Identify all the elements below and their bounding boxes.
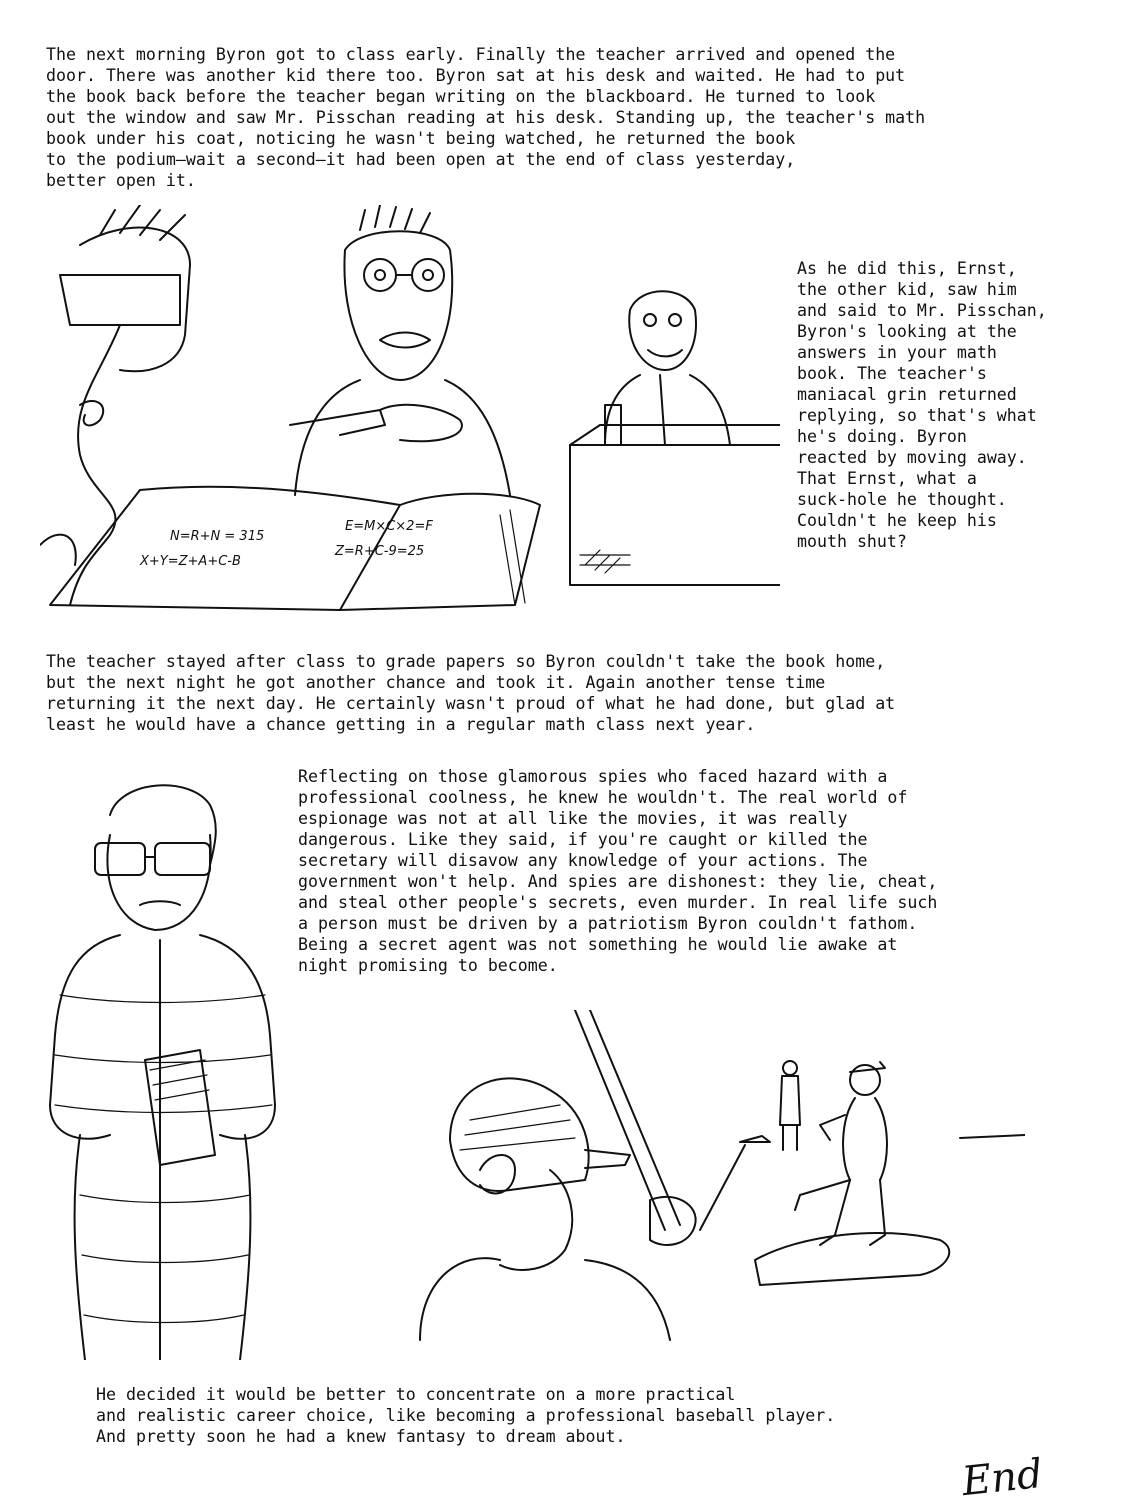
batter-drawing	[420, 1010, 696, 1340]
end-signature: End	[959, 1450, 1045, 1505]
book-equation-2: X+Y=Z+A+C-B	[140, 554, 241, 569]
baseball-illustration	[400, 1010, 1025, 1350]
story-paragraph-3: The teacher stayed after class to grade papers so Byron couldn't take the book home, but the next night he got another chance and took it. Again another tense time returning it the next day. He certainly wasn't proud of what he had done, but glad at least he would have a chance getting in a regular math class next year.	[46, 652, 896, 734]
teacher-at-desk-drawing	[570, 291, 780, 585]
pitcher-drawing	[755, 1062, 1025, 1285]
book-equation-4: Z=R+C-9=25	[335, 544, 425, 559]
story-paragraph-5: He decided it would be better to concentrate on a more practical and realistic career choice, like becoming a professional baseball player. And pretty soon he had a knew fantasy to dream about.	[96, 1385, 836, 1446]
ernst-profile-drawing	[40, 205, 190, 605]
open-math-book-drawing	[50, 487, 540, 610]
story-paragraph-1: The next morning Byron got to class early. Finally the teacher arrived and opened the door. There was another kid there too. Byron sat at his desk and waited. He had to put the book back before the teacher began writing on the blackboard. He turned to look out the window and saw Mr. Pisschan reading at his desk. Standing up, the teacher's math book under his coat, noticing he wasn't being watched, he returned the book to the podium—wait a second—it had been open at the end of class yesterday, better open it.	[46, 45, 926, 190]
book-equation-3: E=M×C×2=F	[345, 519, 433, 534]
boy-in-coat-illustration	[40, 775, 290, 1360]
byron-pointing-drawing	[290, 205, 510, 495]
book-equation-1: N=R+N = 315	[170, 529, 265, 544]
fielder-drawing	[700, 1061, 800, 1230]
story-paragraph-2: As he did this, Ernst, the other kid, saw him and said to Mr. Pisschan, Byron's looking at the answers in your math book. The teacher's maniacal grin returned replying, so that's what he's doing. Byron reacted by moving away. That Ernst, what a suck-hole he thought. Couldn't he keep his mouth shut?	[797, 259, 1047, 551]
story-paragraph-4: Reflecting on those glamorous spies who faced hazard with a professional coolness, he knew he wouldn't. The real world of espionage was not at all like the movies, it was really dangerous. Like they said, if you're caught or killed the secretary will disavow any knowledge of your actions. The government won't help. And spies are dishonest: they lie, cheat, and steal other people's secrets, even murder. In real life such a person must be driven by a patriotism Byron couldn't fathom. Being a secret agent was not something he would lie awake at night promising to become.	[298, 767, 938, 975]
classroom-illustration	[40, 205, 780, 615]
